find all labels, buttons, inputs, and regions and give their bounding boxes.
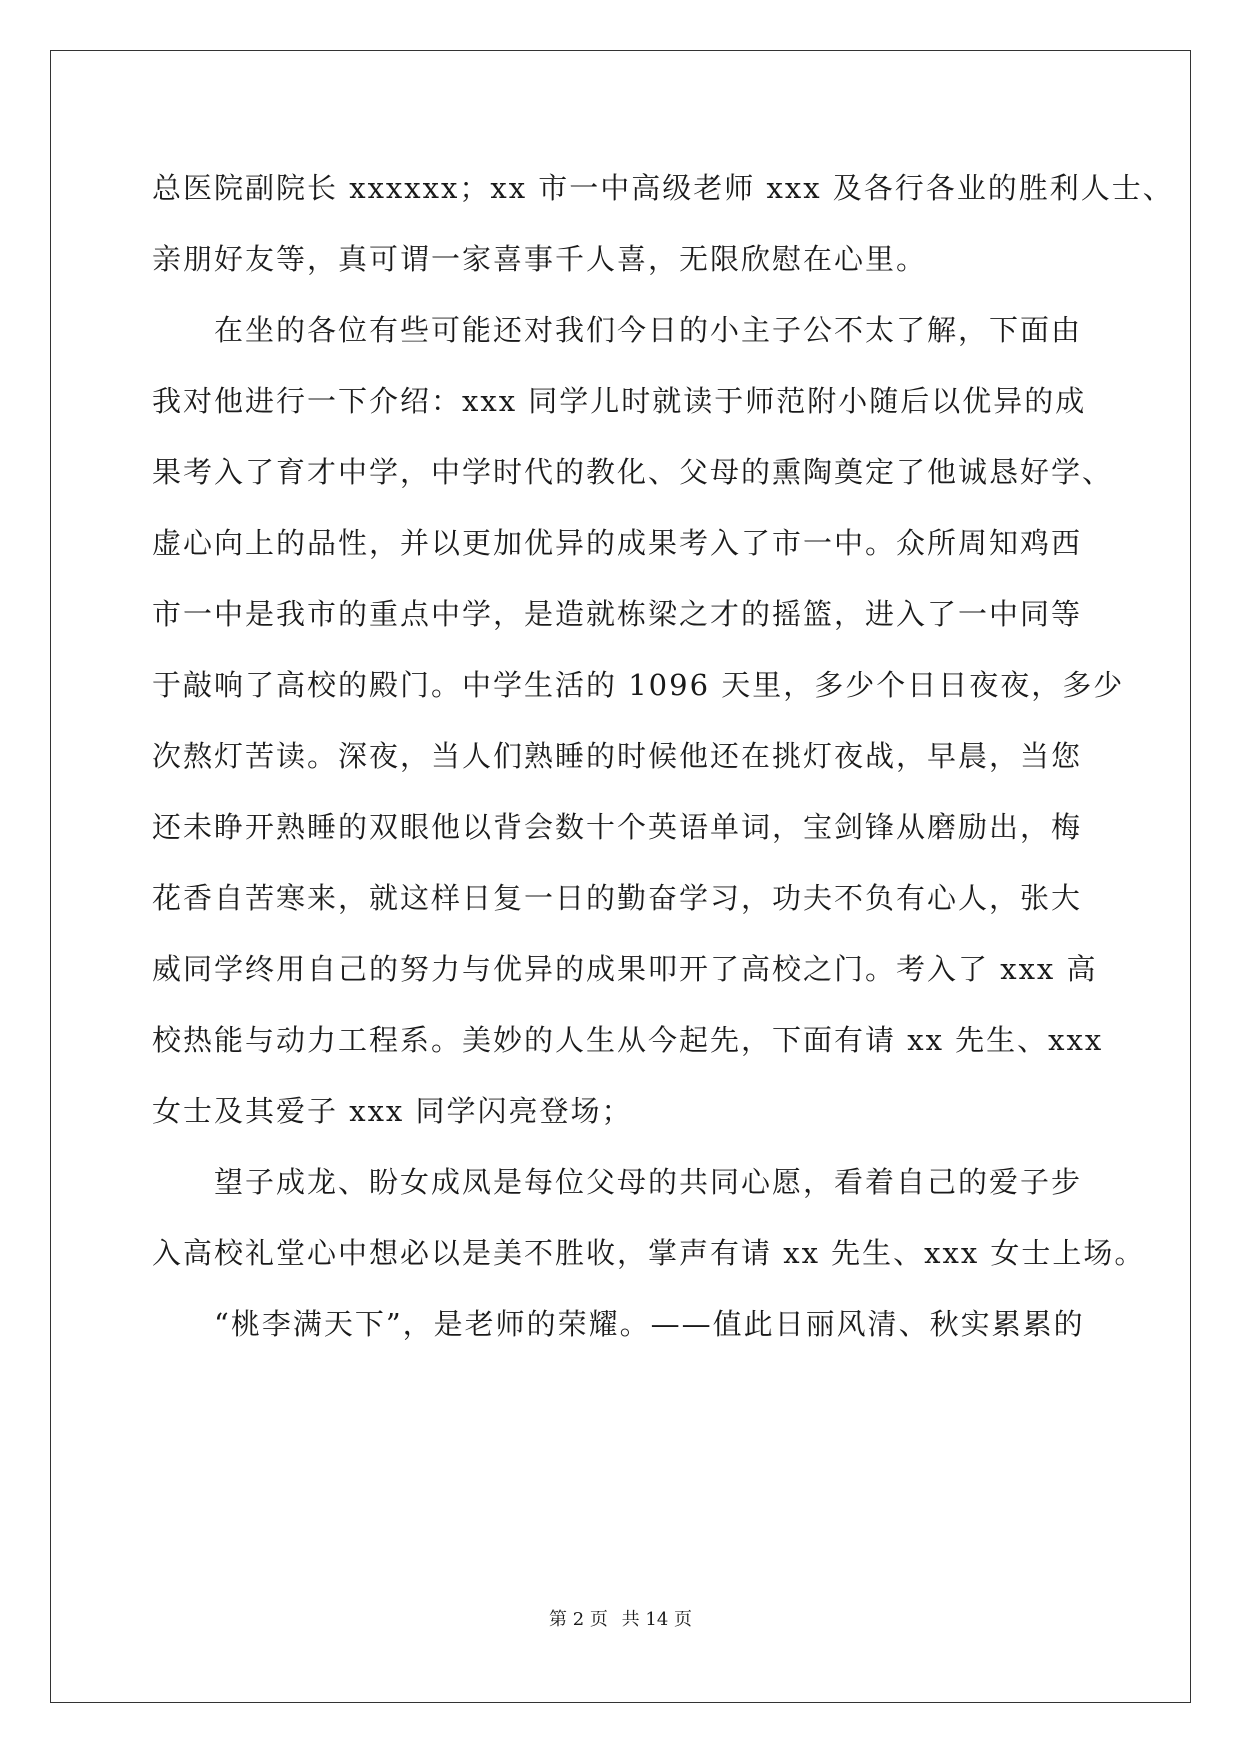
paragraph-start-line: “桃李满天下”，是老师的荣耀。——值此日丽风清、秋实累累的 xyxy=(214,1307,1085,1341)
text-line: 于敲响了高校的殿门。中学生活的 1096 天里，多少个日日夜夜，多少 xyxy=(152,668,1125,702)
text-line: 威同学终用自己的努力与优异的成果叩开了高校之门。考入了 xxx 高 xyxy=(152,952,1098,986)
text-line: 市一中是我市的重点中学，是造就栋梁之才的摇篮，进入了一中同等 xyxy=(152,597,1083,631)
text-line: 还未睁开熟睡的双眼他以背会数十个英语单词，宝剑锋从磨励出，梅 xyxy=(152,810,1083,844)
page-footer xyxy=(0,1605,1241,1631)
page-number: 第 2 页 xyxy=(549,1609,608,1630)
paragraph-start-line: 望子成龙、盼女成凤是每位父母的共同心愿，看着自己的爱子步 xyxy=(214,1165,1083,1199)
paragraph-start-line: 在坐的各位有些可能还对我们今日的小主子公不太了解，下面由 xyxy=(214,313,1083,347)
text-line: 女士及其爱子 xxx 同学闪亮登场； xyxy=(152,1094,633,1128)
text-line: 总医院副院长 xxxxxx；xx 市一中高级老师 xxx 及各行各业的胜利人士、 xyxy=(152,171,1174,205)
text-line: 次熬灯苦读。深夜，当人们熟睡的时候他还在挑灯夜战，早晨，当您 xyxy=(152,739,1083,773)
text-line: 虚心向上的品性，并以更加优异的成果考入了市一中。众所周知鸡西 xyxy=(152,526,1083,560)
text-line: 亲朋好友等，真可谓一家喜事千人喜，无限欣慰在心里。 xyxy=(152,242,928,276)
text-line: 我对他进行一下介绍：xxx 同学儿时就读于师范附小随后以优异的成 xyxy=(152,384,1087,418)
text-line: 入高校礼堂心中想必以是美不胜收，掌声有请 xx 先生、xxx 女士上场。 xyxy=(152,1236,1146,1270)
page-border xyxy=(50,50,1191,1703)
text-line: 花香自苦寒来，就这样日复一日的勤奋学习，功夫不负有心人，张大 xyxy=(152,881,1083,915)
text-line: 果考入了育才中学，中学时代的教化、父母的熏陶奠定了他诚恳好学、 xyxy=(152,455,1114,489)
page-total: 共 14 页 xyxy=(621,1609,692,1630)
text-line: 校热能与动力工程系。美妙的人生从今起先，下面有请 xx 先生、xxx xyxy=(152,1023,1104,1057)
